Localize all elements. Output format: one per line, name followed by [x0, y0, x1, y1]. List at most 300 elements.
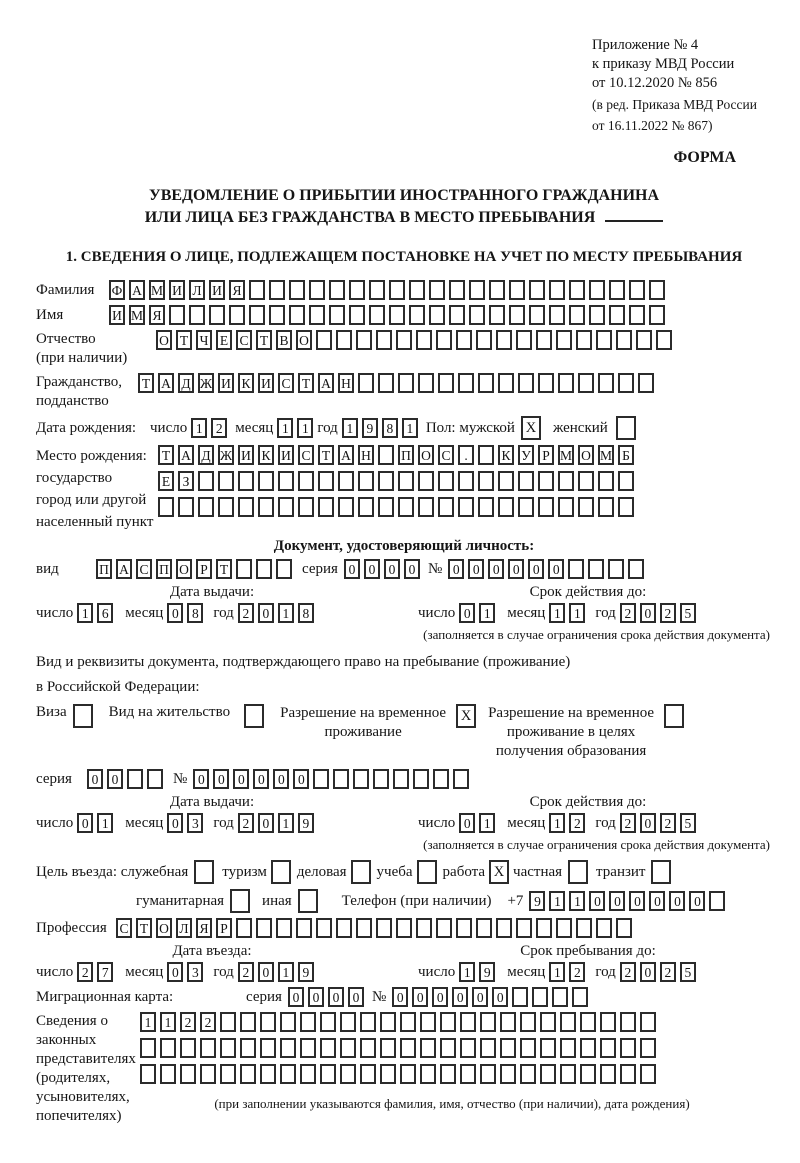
char-cell[interactable]: 5 [680, 603, 696, 623]
char-cell[interactable]: 1 [569, 891, 585, 911]
char-cell[interactable] [600, 1038, 616, 1058]
char-cell[interactable]: Е [158, 471, 174, 491]
char-cell[interactable]: Т [138, 373, 154, 393]
char-cell[interactable] [440, 1038, 456, 1058]
char-cell[interactable] [280, 1038, 296, 1058]
char-cell[interactable] [200, 1038, 216, 1058]
char-cell[interactable]: Т [318, 445, 334, 465]
char-cell[interactable]: 2 [569, 813, 585, 833]
char-cell[interactable] [529, 305, 545, 325]
char-cell[interactable] [588, 559, 604, 579]
char-cell[interactable]: 2 [200, 1012, 216, 1032]
char-cell[interactable]: 1 [479, 603, 495, 623]
char-cell[interactable] [429, 280, 445, 300]
char-cell[interactable] [538, 497, 554, 517]
char-cell[interactable] [498, 471, 514, 491]
char-cell[interactable] [260, 1064, 276, 1084]
char-cell[interactable]: 2 [238, 813, 254, 833]
char-cell[interactable]: 0 [193, 769, 209, 789]
char-cell[interactable] [518, 373, 534, 393]
char-cell[interactable] [169, 305, 185, 325]
char-cell[interactable] [140, 1038, 156, 1058]
residence-checkbox[interactable] [244, 704, 264, 728]
char-cell[interactable] [296, 918, 312, 938]
char-cell[interactable] [458, 373, 474, 393]
char-cell[interactable]: Р [216, 918, 232, 938]
char-cell[interactable]: 0 [452, 987, 468, 1007]
char-cell[interactable] [538, 471, 554, 491]
char-cell[interactable] [549, 305, 565, 325]
char-cell[interactable]: А [178, 445, 194, 465]
char-cell[interactable] [378, 471, 394, 491]
char-cell[interactable] [249, 305, 265, 325]
char-cell[interactable] [240, 1012, 256, 1032]
char-cell[interactable]: Д [178, 373, 194, 393]
char-cell[interactable] [580, 1064, 596, 1084]
char-cell[interactable]: 0 [640, 962, 656, 982]
char-cell[interactable]: С [136, 559, 152, 579]
char-cell[interactable]: 8 [382, 418, 398, 438]
char-cell[interactable]: 1 [459, 962, 475, 982]
char-cell[interactable] [309, 280, 325, 300]
char-cell[interactable] [649, 280, 665, 300]
char-cell[interactable] [509, 305, 525, 325]
char-cell[interactable] [300, 1064, 316, 1084]
char-cell[interactable] [396, 330, 412, 350]
char-cell[interactable] [460, 1064, 476, 1084]
char-cell[interactable] [420, 1064, 436, 1084]
char-cell[interactable] [269, 305, 285, 325]
char-cell[interactable] [600, 1064, 616, 1084]
char-cell[interactable]: 2 [77, 962, 93, 982]
char-cell[interactable] [629, 280, 645, 300]
char-cell[interactable] [360, 1064, 376, 1084]
male-checkbox[interactable]: X [521, 416, 541, 440]
char-cell[interactable] [300, 1038, 316, 1058]
char-cell[interactable] [478, 471, 494, 491]
char-cell[interactable]: Т [158, 445, 174, 465]
char-cell[interactable]: 0 [253, 769, 269, 789]
char-cell[interactable] [429, 305, 445, 325]
char-cell[interactable]: 0 [492, 987, 508, 1007]
char-cell[interactable] [416, 918, 432, 938]
char-cell[interactable] [618, 497, 634, 517]
char-cell[interactable] [280, 1012, 296, 1032]
char-cell[interactable]: 9 [479, 962, 495, 982]
char-cell[interactable] [540, 1038, 556, 1058]
char-cell[interactable]: 2 [660, 962, 676, 982]
char-cell[interactable] [418, 373, 434, 393]
char-cell[interactable] [640, 1064, 656, 1084]
char-cell[interactable] [456, 918, 472, 938]
char-cell[interactable] [396, 918, 412, 938]
char-cell[interactable]: 0 [167, 603, 183, 623]
char-cell[interactable]: С [278, 373, 294, 393]
char-cell[interactable] [500, 1064, 516, 1084]
char-cell[interactable]: 8 [298, 603, 314, 623]
char-cell[interactable] [413, 769, 429, 789]
char-cell[interactable] [369, 280, 385, 300]
char-cell[interactable] [380, 1012, 396, 1032]
char-cell[interactable] [300, 1012, 316, 1032]
char-cell[interactable] [220, 1064, 236, 1084]
char-cell[interactable]: И [218, 373, 234, 393]
char-cell[interactable]: 1 [402, 418, 418, 438]
char-cell[interactable] [276, 559, 292, 579]
char-cell[interactable] [340, 1038, 356, 1058]
char-cell[interactable] [278, 497, 294, 517]
char-cell[interactable]: 2 [211, 418, 227, 438]
char-cell[interactable] [620, 1012, 636, 1032]
char-cell[interactable] [596, 330, 612, 350]
char-cell[interactable] [313, 769, 329, 789]
char-cell[interactable] [198, 471, 214, 491]
char-cell[interactable]: 0 [87, 769, 103, 789]
char-cell[interactable]: 9 [298, 962, 314, 982]
char-cell[interactable] [256, 559, 272, 579]
char-cell[interactable] [349, 280, 365, 300]
char-cell[interactable]: Б [618, 445, 634, 465]
char-cell[interactable] [476, 918, 492, 938]
char-cell[interactable] [558, 373, 574, 393]
char-cell[interactable] [476, 330, 492, 350]
char-cell[interactable]: 0 [528, 559, 544, 579]
char-cell[interactable]: С [438, 445, 454, 465]
char-cell[interactable] [620, 1038, 636, 1058]
char-cell[interactable]: 1 [97, 813, 113, 833]
char-cell[interactable] [358, 471, 374, 491]
char-cell[interactable]: 0 [308, 987, 324, 1007]
char-cell[interactable] [498, 497, 514, 517]
char-cell[interactable]: 1 [191, 418, 207, 438]
char-cell[interactable] [398, 471, 414, 491]
char-cell[interactable] [576, 330, 592, 350]
char-cell[interactable] [378, 373, 394, 393]
char-cell[interactable]: 0 [689, 891, 705, 911]
char-cell[interactable] [616, 330, 632, 350]
char-cell[interactable]: М [149, 280, 165, 300]
char-cell[interactable] [329, 305, 345, 325]
char-cell[interactable] [520, 1038, 536, 1058]
char-cell[interactable] [532, 987, 548, 1007]
char-cell[interactable] [460, 1012, 476, 1032]
char-cell[interactable] [433, 769, 449, 789]
purpose-work-checkbox[interactable]: X [489, 860, 509, 884]
char-cell[interactable]: Т [176, 330, 192, 350]
char-cell[interactable] [469, 305, 485, 325]
char-cell[interactable] [229, 305, 245, 325]
char-cell[interactable] [238, 471, 254, 491]
char-cell[interactable] [409, 305, 425, 325]
char-cell[interactable] [336, 330, 352, 350]
char-cell[interactable]: У [518, 445, 534, 465]
char-cell[interactable]: Ж [218, 445, 234, 465]
char-cell[interactable] [316, 330, 332, 350]
char-cell[interactable] [649, 305, 665, 325]
char-cell[interactable]: Т [298, 373, 314, 393]
char-cell[interactable] [598, 497, 614, 517]
char-cell[interactable]: 0 [412, 987, 428, 1007]
char-cell[interactable] [278, 471, 294, 491]
char-cell[interactable] [389, 280, 405, 300]
char-cell[interactable] [516, 918, 532, 938]
char-cell[interactable] [638, 373, 654, 393]
char-cell[interactable] [378, 497, 394, 517]
char-cell[interactable] [640, 1038, 656, 1058]
char-cell[interactable] [640, 1012, 656, 1032]
char-cell[interactable]: 0 [258, 962, 274, 982]
char-cell[interactable] [552, 987, 568, 1007]
char-cell[interactable] [589, 305, 605, 325]
char-cell[interactable] [549, 280, 565, 300]
char-cell[interactable] [360, 1012, 376, 1032]
char-cell[interactable]: О [418, 445, 434, 465]
char-cell[interactable]: Т [136, 918, 152, 938]
char-cell[interactable]: 0 [472, 987, 488, 1007]
char-cell[interactable] [358, 373, 374, 393]
char-cell[interactable]: А [116, 559, 132, 579]
char-cell[interactable]: М [558, 445, 574, 465]
char-cell[interactable]: 1 [549, 813, 565, 833]
char-cell[interactable]: В [276, 330, 292, 350]
char-cell[interactable]: 3 [187, 962, 203, 982]
char-cell[interactable]: К [498, 445, 514, 465]
char-cell[interactable] [189, 305, 205, 325]
char-cell[interactable]: 0 [448, 559, 464, 579]
char-cell[interactable]: Я [196, 918, 212, 938]
char-cell[interactable] [393, 769, 409, 789]
purpose-tourism-checkbox[interactable] [271, 860, 291, 884]
temp-permit-checkbox[interactable]: X [456, 704, 476, 728]
char-cell[interactable]: Н [358, 445, 374, 465]
char-cell[interactable]: 1 [278, 962, 294, 982]
char-cell[interactable] [500, 1038, 516, 1058]
char-cell[interactable] [616, 918, 632, 938]
char-cell[interactable] [240, 1064, 256, 1084]
char-cell[interactable]: Л [189, 280, 205, 300]
char-cell[interactable]: П [96, 559, 112, 579]
char-cell[interactable] [147, 769, 163, 789]
char-cell[interactable] [218, 497, 234, 517]
char-cell[interactable]: 0 [669, 891, 685, 911]
char-cell[interactable] [418, 497, 434, 517]
char-cell[interactable] [378, 445, 394, 465]
char-cell[interactable] [453, 769, 469, 789]
visa-checkbox[interactable] [73, 704, 93, 728]
char-cell[interactable]: Д [198, 445, 214, 465]
char-cell[interactable]: 0 [548, 559, 564, 579]
char-cell[interactable]: 0 [649, 891, 665, 911]
char-cell[interactable] [436, 918, 452, 938]
char-cell[interactable] [438, 497, 454, 517]
char-cell[interactable] [376, 918, 392, 938]
char-cell[interactable] [489, 305, 505, 325]
char-cell[interactable]: 0 [589, 891, 605, 911]
char-cell[interactable] [260, 1038, 276, 1058]
char-cell[interactable] [420, 1038, 436, 1058]
char-cell[interactable] [578, 497, 594, 517]
char-cell[interactable] [518, 471, 534, 491]
char-cell[interactable] [400, 1012, 416, 1032]
char-cell[interactable] [238, 497, 254, 517]
char-cell[interactable]: 0 [167, 962, 183, 982]
char-cell[interactable] [178, 497, 194, 517]
char-cell[interactable]: Р [196, 559, 212, 579]
char-cell[interactable]: 2 [620, 813, 636, 833]
char-cell[interactable]: 0 [468, 559, 484, 579]
char-cell[interactable] [556, 918, 572, 938]
char-cell[interactable] [329, 280, 345, 300]
char-cell[interactable] [480, 1012, 496, 1032]
char-cell[interactable] [220, 1012, 236, 1032]
char-cell[interactable]: О [296, 330, 312, 350]
char-cell[interactable] [598, 471, 614, 491]
char-cell[interactable] [409, 280, 425, 300]
char-cell[interactable]: 0 [348, 987, 364, 1007]
char-cell[interactable] [540, 1012, 556, 1032]
char-cell[interactable] [349, 305, 365, 325]
char-cell[interactable] [298, 497, 314, 517]
char-cell[interactable]: 1 [140, 1012, 156, 1032]
char-cell[interactable] [200, 1064, 216, 1084]
char-cell[interactable]: К [258, 445, 274, 465]
char-cell[interactable]: 1 [549, 891, 565, 911]
char-cell[interactable] [338, 471, 354, 491]
char-cell[interactable]: Я [229, 280, 245, 300]
char-cell[interactable]: 2 [180, 1012, 196, 1032]
char-cell[interactable] [158, 497, 174, 517]
char-cell[interactable] [576, 918, 592, 938]
char-cell[interactable] [489, 280, 505, 300]
char-cell[interactable]: 0 [629, 891, 645, 911]
char-cell[interactable]: 0 [258, 813, 274, 833]
char-cell[interactable] [600, 1012, 616, 1032]
char-cell[interactable] [496, 918, 512, 938]
char-cell[interactable] [596, 918, 612, 938]
char-cell[interactable] [436, 330, 452, 350]
char-cell[interactable]: 2 [238, 603, 254, 623]
char-cell[interactable]: И [109, 305, 125, 325]
char-cell[interactable] [336, 918, 352, 938]
char-cell[interactable] [656, 330, 672, 350]
char-cell[interactable] [458, 497, 474, 517]
char-cell[interactable]: 0 [107, 769, 123, 789]
char-cell[interactable]: 1 [77, 603, 93, 623]
char-cell[interactable]: 0 [167, 813, 183, 833]
char-cell[interactable] [218, 471, 234, 491]
char-cell[interactable]: И [169, 280, 185, 300]
char-cell[interactable] [558, 497, 574, 517]
char-cell[interactable]: А [129, 280, 145, 300]
char-cell[interactable] [240, 1038, 256, 1058]
char-cell[interactable]: 8 [187, 603, 203, 623]
char-cell[interactable] [480, 1064, 496, 1084]
char-cell[interactable] [280, 1064, 296, 1084]
char-cell[interactable] [560, 1064, 576, 1084]
char-cell[interactable] [380, 1064, 396, 1084]
char-cell[interactable] [356, 330, 372, 350]
char-cell[interactable] [456, 330, 472, 350]
char-cell[interactable] [180, 1038, 196, 1058]
char-cell[interactable]: 0 [273, 769, 289, 789]
char-cell[interactable]: Ф [109, 280, 125, 300]
char-cell[interactable]: 0 [344, 559, 360, 579]
char-cell[interactable] [498, 373, 514, 393]
char-cell[interactable]: 0 [233, 769, 249, 789]
char-cell[interactable]: 0 [384, 559, 400, 579]
char-cell[interactable] [709, 891, 725, 911]
char-cell[interactable] [320, 1064, 336, 1084]
char-cell[interactable] [418, 471, 434, 491]
char-cell[interactable]: 2 [660, 603, 676, 623]
char-cell[interactable] [198, 497, 214, 517]
char-cell[interactable] [420, 1012, 436, 1032]
char-cell[interactable]: И [258, 373, 274, 393]
char-cell[interactable] [376, 330, 392, 350]
char-cell[interactable] [478, 445, 494, 465]
char-cell[interactable]: О [156, 330, 172, 350]
char-cell[interactable]: З [178, 471, 194, 491]
char-cell[interactable] [318, 497, 334, 517]
char-cell[interactable] [360, 1038, 376, 1058]
char-cell[interactable] [289, 280, 305, 300]
char-cell[interactable]: О [578, 445, 594, 465]
char-cell[interactable] [538, 373, 554, 393]
char-cell[interactable] [569, 305, 585, 325]
char-cell[interactable] [160, 1064, 176, 1084]
char-cell[interactable] [516, 330, 532, 350]
char-cell[interactable]: Е [216, 330, 232, 350]
char-cell[interactable] [160, 1038, 176, 1058]
char-cell[interactable] [589, 280, 605, 300]
char-cell[interactable]: 1 [549, 603, 565, 623]
char-cell[interactable] [400, 1064, 416, 1084]
char-cell[interactable] [618, 471, 634, 491]
purpose-business-checkbox[interactable] [351, 860, 371, 884]
char-cell[interactable]: О [156, 918, 172, 938]
char-cell[interactable]: Р [538, 445, 554, 465]
char-cell[interactable] [269, 280, 285, 300]
char-cell[interactable] [380, 1038, 396, 1058]
char-cell[interactable]: 0 [293, 769, 309, 789]
char-cell[interactable]: Ж [198, 373, 214, 393]
char-cell[interactable]: 9 [529, 891, 545, 911]
char-cell[interactable]: 6 [97, 603, 113, 623]
char-cell[interactable]: 0 [432, 987, 448, 1007]
char-cell[interactable] [140, 1064, 156, 1084]
char-cell[interactable]: А [158, 373, 174, 393]
char-cell[interactable]: П [156, 559, 172, 579]
char-cell[interactable] [400, 1038, 416, 1058]
char-cell[interactable] [127, 769, 143, 789]
char-cell[interactable]: О [176, 559, 192, 579]
char-cell[interactable] [578, 471, 594, 491]
char-cell[interactable] [618, 373, 634, 393]
char-cell[interactable] [389, 305, 405, 325]
char-cell[interactable]: 1 [549, 962, 565, 982]
char-cell[interactable] [373, 769, 389, 789]
char-cell[interactable] [333, 769, 349, 789]
char-cell[interactable] [578, 373, 594, 393]
char-cell[interactable]: 2 [660, 813, 676, 833]
char-cell[interactable] [460, 1038, 476, 1058]
char-cell[interactable] [398, 497, 414, 517]
char-cell[interactable] [316, 918, 332, 938]
char-cell[interactable]: Т [216, 559, 232, 579]
char-cell[interactable] [220, 1038, 236, 1058]
char-cell[interactable] [276, 918, 292, 938]
char-cell[interactable] [478, 497, 494, 517]
